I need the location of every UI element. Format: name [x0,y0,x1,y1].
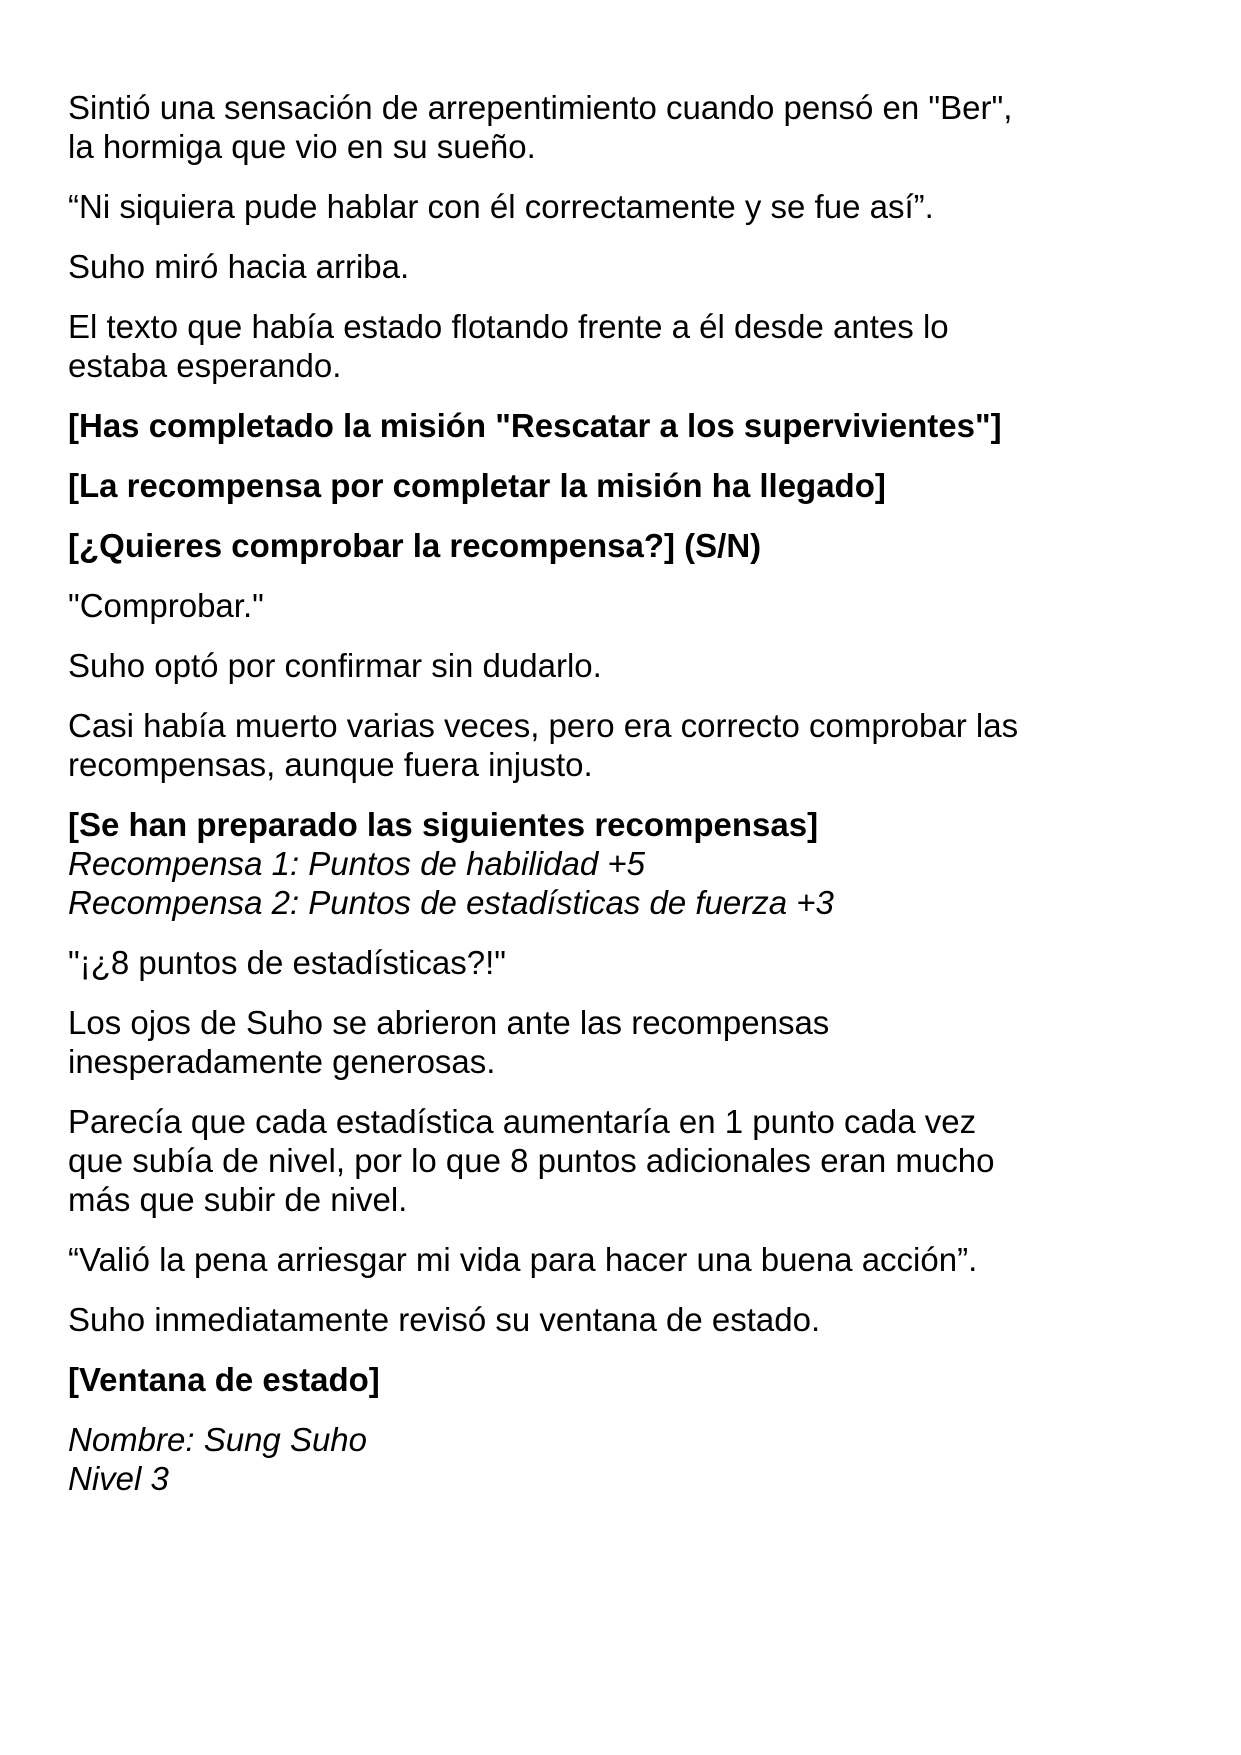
text-line: Nivel 3 [68,1460,169,1497]
text-line: que subía de nivel, por lo que 8 puntos adicionales eran mucho [68,1142,995,1179]
text-line: Recompensa 2: Puntos de estadísticas de fuerza +3 [68,884,834,921]
paragraph [68,1300,1188,1339]
paragraph [68,247,1188,286]
document-page [68,88,1188,1519]
text-line: estaba esperando. [68,347,342,384]
text-line: Nombre: Sung Suho [68,1421,368,1458]
paragraph [68,1240,1188,1279]
paragraph [68,526,1188,565]
paragraph [68,805,1188,922]
paragraph [68,646,1188,685]
text-line: la hormiga que vio en su sueño. [68,128,536,165]
text-line: El texto que había estado flotando frente a él desde antes lo [68,308,949,345]
paragraph [68,586,1188,625]
text-line: Sintió una sensación de arrepentimiento cuando pensó en "Ber", [68,89,1013,126]
text-line: "Comprobar." [68,587,264,624]
paragraph [68,1003,1188,1081]
text-line: [La recompensa por completar la misión ha llegado] [68,467,886,504]
text-line: [Ventana de estado] [68,1361,380,1398]
paragraph [68,406,1188,445]
text-line: Suho miró hacia arriba. [68,248,410,285]
text-line: Los ojos de Suho se abrieron ante las recompensas [68,1004,830,1041]
text-line: más que subir de nivel. [68,1181,408,1218]
text-line: Casi había muerto varias veces, pero era correcto comprobar las [68,707,1019,744]
paragraph [68,307,1188,385]
text-line: Suho inmediatamente revisó su ventana de estado. [68,1301,821,1338]
text-line: “Ni siquiera pude hablar con él correctamente y se fue así”. [68,188,934,225]
paragraph [68,1360,1188,1399]
text-line: Parecía que cada estadística aumentaría en 1 punto cada vez [68,1103,977,1140]
text-line: Suho optó por confirmar sin dudarlo. [68,647,602,684]
paragraph-heading: [Se han preparado las siguientes recompensas] [68,806,819,843]
paragraph [68,88,1188,166]
text-line: inesperadamente generosas. [68,1043,496,1080]
paragraph [68,706,1188,784]
text-line: [¿Quieres comprobar la recompensa?] (S/N) [68,527,762,564]
text-line: "¡¿8 puntos de estadísticas?!" [68,944,506,981]
paragraph [68,1420,1188,1498]
paragraph [68,187,1188,226]
text-line: [Has completado la misión "Rescatar a los supervivientes"] [68,407,1002,444]
text-line: Recompensa 1: Puntos de habilidad +5 [68,845,645,882]
text-line: recompensas, aunque fuera injusto. [68,746,593,783]
paragraph [68,466,1188,505]
paragraph [68,1102,1188,1219]
text-line: “Valió la pena arriesgar mi vida para hacer una buena acción”. [68,1241,978,1278]
paragraph [68,943,1188,982]
